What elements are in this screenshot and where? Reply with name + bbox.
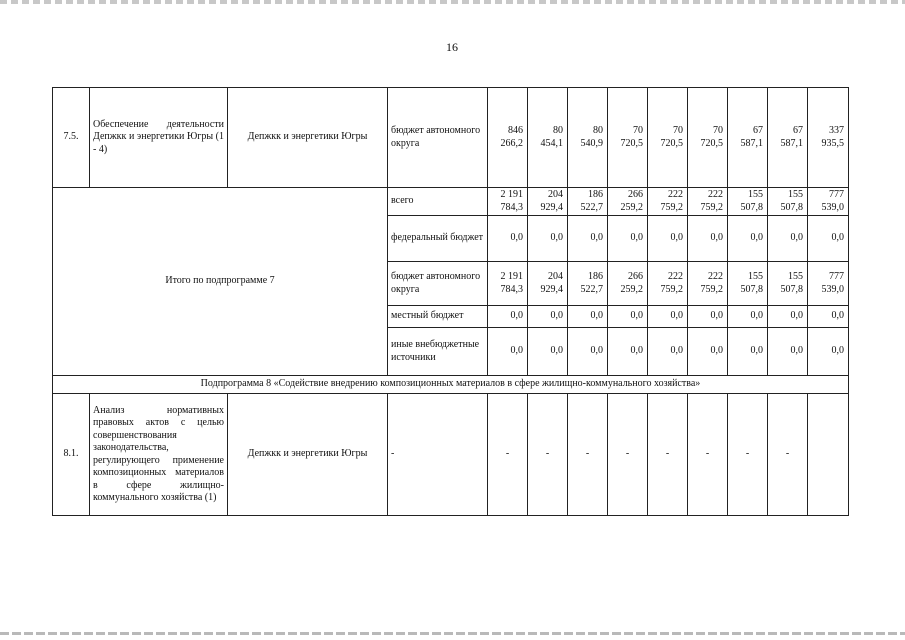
value-cell: 0,0 <box>688 328 728 376</box>
value-cell: 0,0 <box>488 216 528 262</box>
value-cell: 0,0 <box>608 216 648 262</box>
value-cell: 0,0 <box>528 306 568 328</box>
value-cell: 0,0 <box>808 328 849 376</box>
executor: Депжкк и энергетики Югры <box>228 88 388 188</box>
value-cell: 266 259,2 <box>608 262 648 306</box>
value-cell <box>808 394 849 516</box>
value-cell: 155 507,8 <box>768 262 808 306</box>
value-cell: 337 935,5 <box>808 88 849 188</box>
value-cell: 0,0 <box>648 328 688 376</box>
value-cell: 0,0 <box>648 306 688 328</box>
value-cell: 222 759,2 <box>688 188 728 216</box>
value-cell: 67 587,1 <box>728 88 768 188</box>
value-cell: 0,0 <box>688 216 728 262</box>
budget-table <box>52 87 849 516</box>
funding-source: местный бюджет <box>388 306 488 328</box>
value-cell: 222 759,2 <box>648 188 688 216</box>
value-cell: 0,0 <box>688 306 728 328</box>
executor: Депжкк и энергетики Югры <box>228 394 388 516</box>
value-cell: 186 522,7 <box>568 188 608 216</box>
table-row-8-1 <box>53 394 849 516</box>
table-row-total-all <box>53 188 849 216</box>
value-cell: 2 191 784,3 <box>488 262 528 306</box>
value-cell: 0,0 <box>528 216 568 262</box>
value-cell: 0,0 <box>808 216 849 262</box>
value-cell: 0,0 <box>768 328 808 376</box>
table-row-subprogram-8 <box>53 376 849 394</box>
value-cell: - <box>768 394 808 516</box>
page-number: 16 <box>446 40 458 54</box>
value-cell: 0,0 <box>568 328 608 376</box>
value-cell: 0,0 <box>768 216 808 262</box>
value-cell: - <box>648 394 688 516</box>
value-cell: 0,0 <box>728 328 768 376</box>
value-cell: 0,0 <box>488 328 528 376</box>
value-cell: 155 507,8 <box>728 262 768 306</box>
value-cell: 204 929,4 <box>528 188 568 216</box>
value-cell: 2 191 784,3 <box>488 188 528 216</box>
value-cell: 186 522,7 <box>568 262 608 306</box>
value-cell: - <box>728 394 768 516</box>
table-row-7-5 <box>53 88 849 188</box>
value-cell: 80 454,1 <box>528 88 568 188</box>
scan-edge-top <box>0 0 905 4</box>
funding-source: бюджет автономного округа <box>388 88 488 188</box>
value-cell: - <box>528 394 568 516</box>
value-cell: 70 720,5 <box>688 88 728 188</box>
value-cell: 777 539,0 <box>808 188 849 216</box>
funding-source: федеральный бюджет <box>388 216 488 262</box>
value-cell: 266 259,2 <box>608 188 648 216</box>
value-cell: 0,0 <box>728 216 768 262</box>
funding-source: всего <box>388 188 488 216</box>
value-cell: 222 759,2 <box>688 262 728 306</box>
row-number: 7.5. <box>53 88 90 188</box>
value-cell: 0,0 <box>568 306 608 328</box>
activity-name: Обеспечение деятельности Депжкк и энергетики Югры (1 - 4) <box>90 88 228 188</box>
value-cell: - <box>688 394 728 516</box>
value-cell: 222 759,2 <box>648 262 688 306</box>
value-cell: 0,0 <box>528 328 568 376</box>
value-cell: 155 507,8 <box>728 188 768 216</box>
value-cell: 204 929,4 <box>528 262 568 306</box>
value-cell: - <box>568 394 608 516</box>
row-number: 8.1. <box>53 394 90 516</box>
value-cell: 0,0 <box>608 328 648 376</box>
funding-source: - <box>388 394 488 516</box>
value-cell: 67 587,1 <box>768 88 808 188</box>
value-cell: 70 720,5 <box>608 88 648 188</box>
value-cell: 70 720,5 <box>648 88 688 188</box>
value-cell: - <box>488 394 528 516</box>
funding-source: иные внебюджетные источники <box>388 328 488 376</box>
scan-edge-bottom <box>0 632 905 635</box>
value-cell: 0,0 <box>728 306 768 328</box>
funding-source: бюджет автономного округа <box>388 262 488 306</box>
value-cell: 0,0 <box>608 306 648 328</box>
value-cell: 0,0 <box>768 306 808 328</box>
value-cell: - <box>608 394 648 516</box>
subprogram-7-total-label: Итого по подпрограмме 7 <box>53 188 388 376</box>
value-cell: 0,0 <box>648 216 688 262</box>
subprogram-8-title: Подпрограмма 8 «Содействие внедрению композиционных материалов в сфере жилищно-коммунального хозяйства» <box>53 376 849 394</box>
value-cell: 846 266,2 <box>488 88 528 188</box>
value-cell: 0,0 <box>488 306 528 328</box>
value-cell: 80 540,9 <box>568 88 608 188</box>
value-cell: 0,0 <box>808 306 849 328</box>
activity-name: Анализ нормативных правовых актов с целью совершенствования законодательства, регулирующего применение композиционных материалов в сфере жилищно-коммунального хозяйства (1) <box>90 394 228 516</box>
value-cell: 777 539,0 <box>808 262 849 306</box>
value-cell: 0,0 <box>568 216 608 262</box>
value-cell: 155 507,8 <box>768 188 808 216</box>
